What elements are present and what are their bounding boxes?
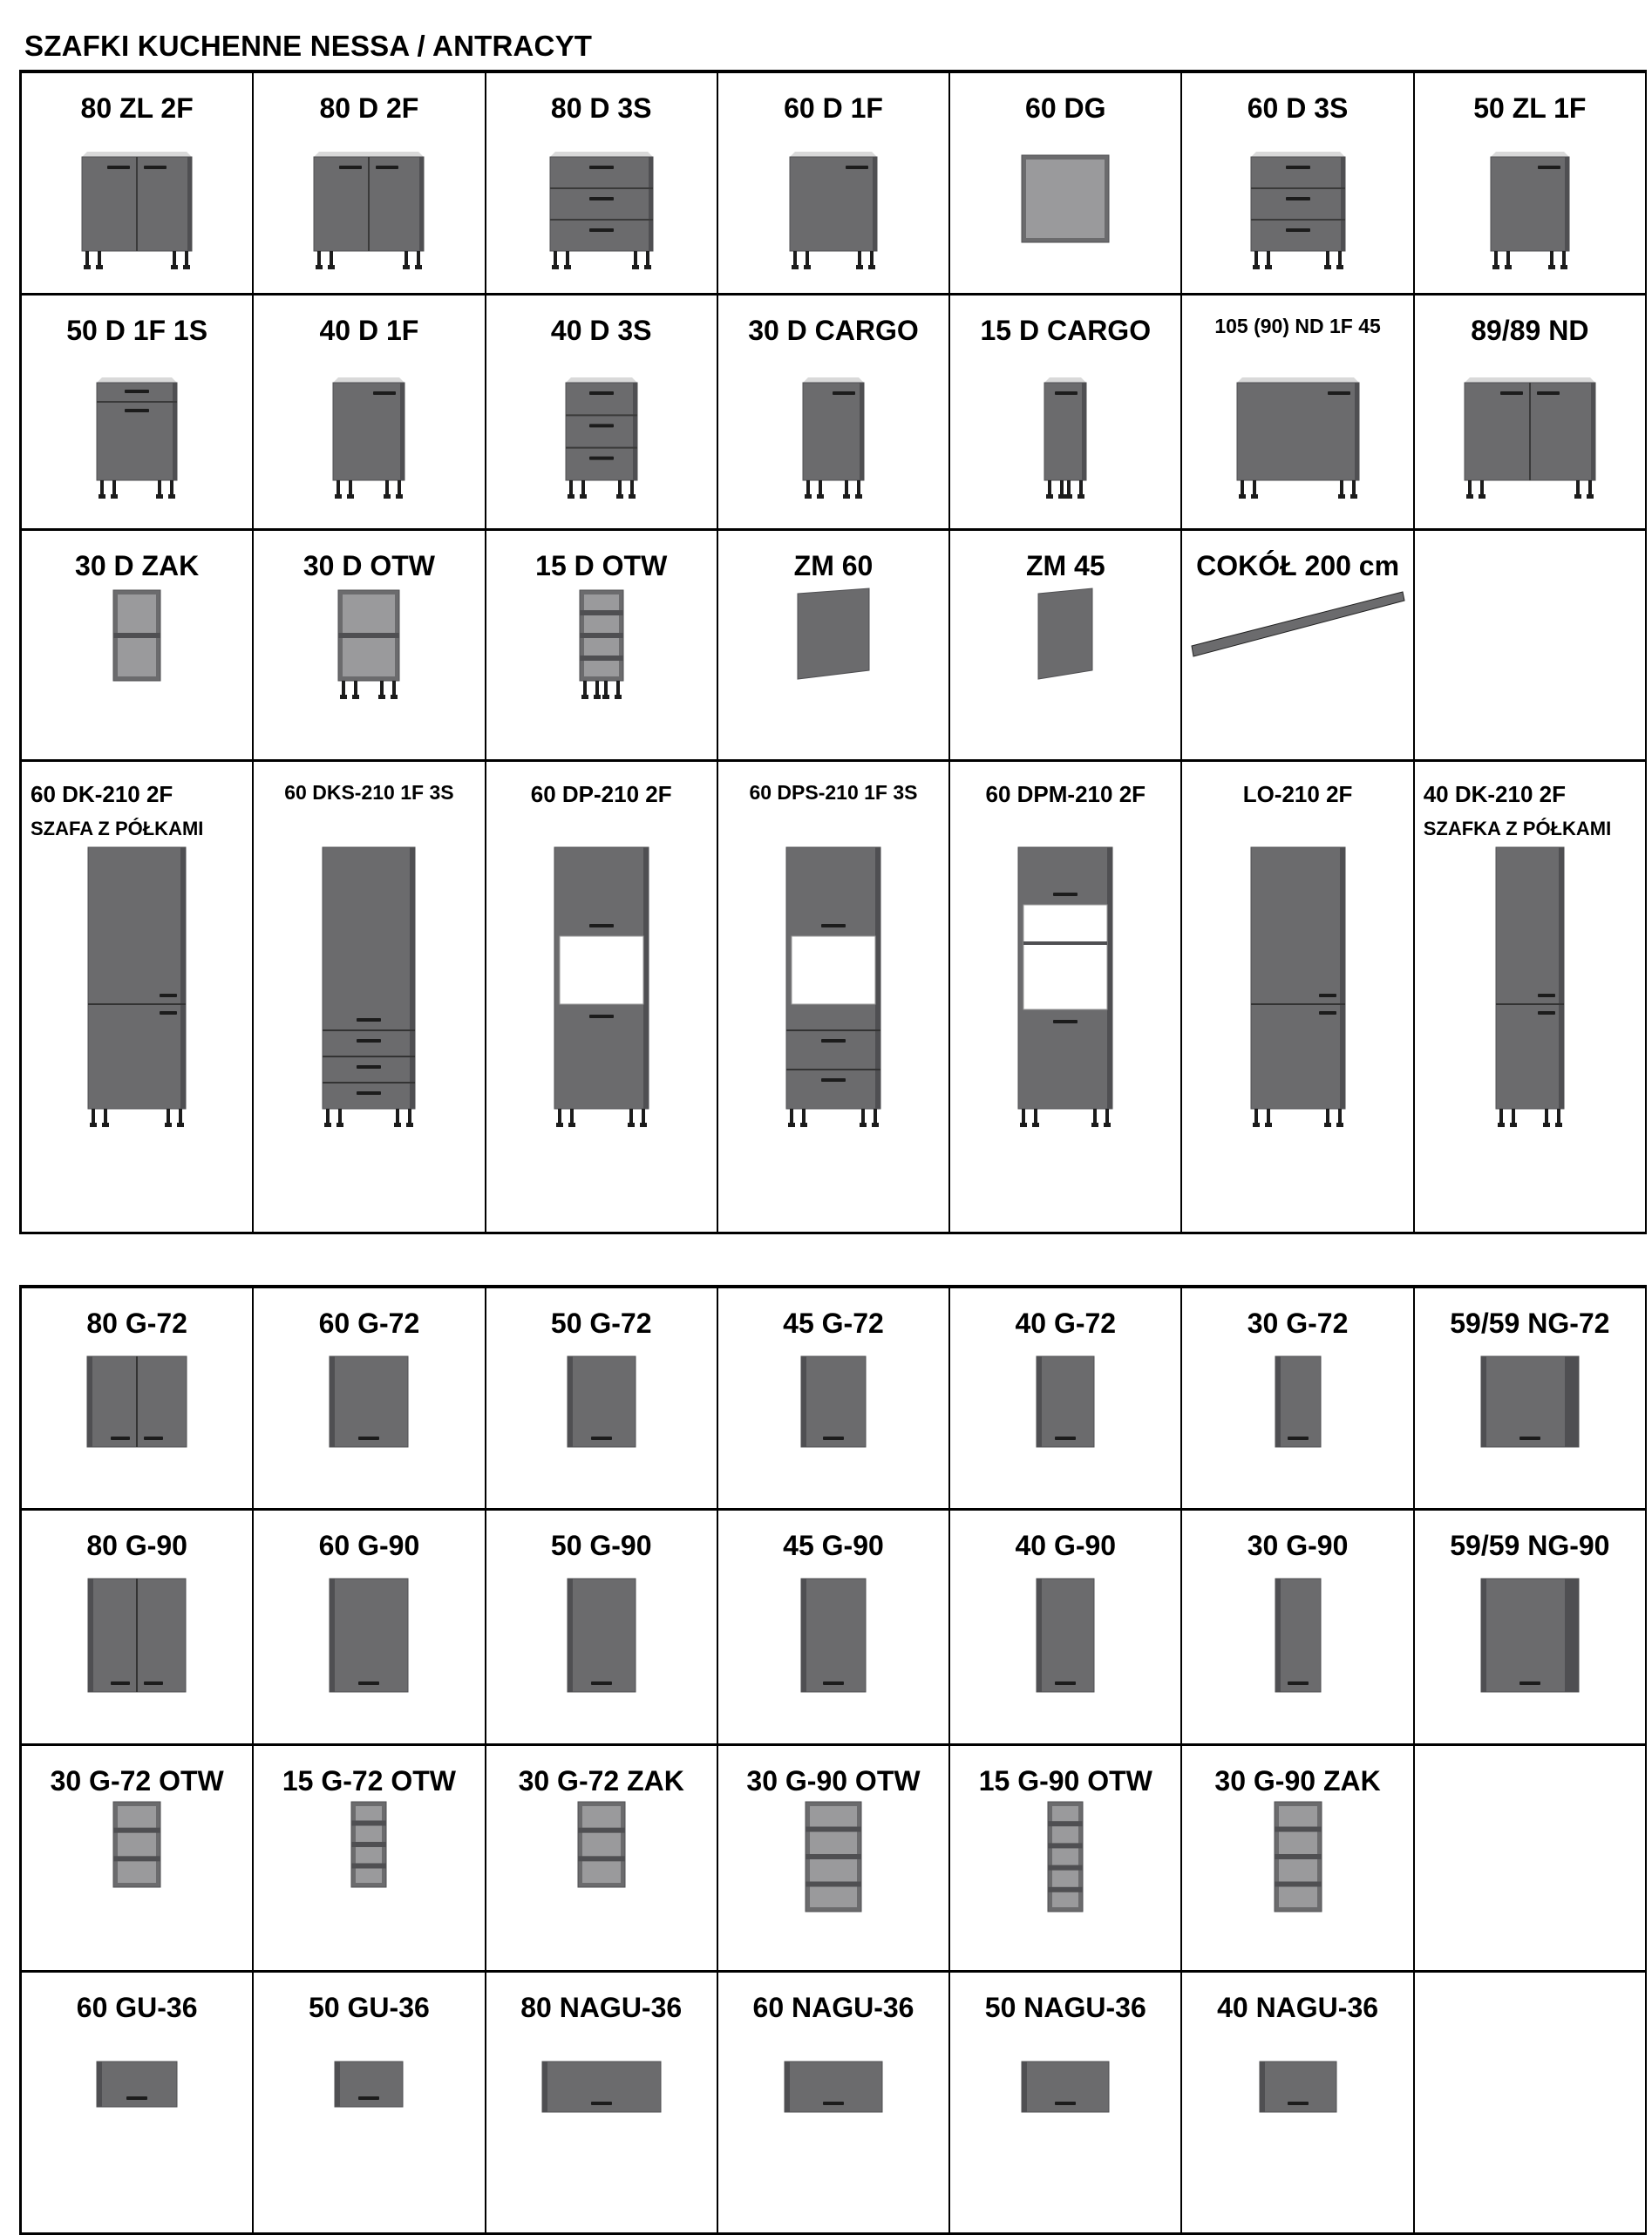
- cabinet-image: [1482, 150, 1578, 283]
- cabinet-label: 15 G-90 OTW: [978, 1765, 1152, 1797]
- cabinet-cell: [1415, 1746, 1647, 1973]
- cabinet-cell: [1415, 531, 1647, 762]
- cabinet-label: 40 NAGU-36: [1217, 1992, 1379, 2023]
- cabinet-image: [1242, 842, 1354, 1134]
- cabinet-label: 60 D 3S: [1247, 92, 1349, 124]
- cabinet-label: 60 DPS-210 1F 3S: [749, 781, 918, 804]
- cabinet-image: [305, 150, 432, 283]
- cabinet-image: [1039, 1797, 1091, 1946]
- cabinet-label: 50 NAGU-36: [984, 1992, 1146, 2023]
- cabinet-image: [88, 376, 186, 513]
- cabinet-cell: [1182, 73, 1414, 296]
- cabinet-image: [1030, 585, 1101, 692]
- cabinet-image: [1266, 1797, 1330, 1946]
- cabinet-cell: [22, 1511, 254, 1746]
- cabinet-label: ZM 45: [1025, 550, 1105, 581]
- cabinet-image: [559, 1573, 644, 1705]
- cabinet-label: 60 DK-210 2F: [31, 781, 173, 807]
- cabinet-label: 60 GU-36: [76, 1992, 198, 2023]
- cabinet-image: [792, 1573, 874, 1705]
- cabinet-cell: [254, 1746, 486, 1973]
- cabinet-cell: [22, 1746, 254, 1973]
- cabinet-image: [1013, 2056, 1118, 2125]
- cabinet-label: ZM 60: [793, 550, 874, 581]
- cabinet-cell: [254, 1973, 486, 2235]
- cabinet-label: 59/59 NG-72: [1450, 1308, 1610, 1339]
- cabinet-label: 60 G-90: [318, 1530, 420, 1561]
- wall-cabinets-table: [19, 1285, 1647, 2235]
- cabinet-cell: [1182, 762, 1414, 1234]
- base-cabinets-table: [19, 70, 1647, 1234]
- cabinet-image: [776, 2056, 891, 2125]
- cabinet-cell: [1415, 1973, 1647, 2235]
- cabinet-label: 40 DK-210 2F: [1423, 781, 1567, 807]
- cabinet-image: [541, 150, 662, 283]
- cabinet-image: [343, 1797, 395, 1921]
- cabinet-cell: [1415, 762, 1647, 1234]
- cabinet-image: [781, 150, 886, 283]
- cabinet-label: 59/59 NG-90: [1450, 1530, 1610, 1561]
- cabinet-image: [557, 376, 646, 513]
- cabinet-image: [797, 1797, 870, 1946]
- cabinet-label: 89/89 ND: [1471, 315, 1589, 346]
- cabinet-sublabel: SZAFA Z PÓŁKAMI: [31, 818, 204, 839]
- cabinet-label: 80 G-90: [86, 1530, 187, 1561]
- cabinet-image: [1456, 376, 1604, 513]
- cabinet-image: [1036, 376, 1095, 513]
- cabinet-cell: [950, 1973, 1182, 2235]
- cabinet-cell: [22, 531, 254, 762]
- cabinet-image: [78, 1351, 195, 1460]
- cabinet-label: 50 G-72: [550, 1308, 652, 1339]
- cabinet-label: 60 DP-210 2F: [530, 781, 672, 807]
- cabinet-label: 30 G-90: [1247, 1530, 1349, 1561]
- cabinet-cell: [254, 1288, 486, 1511]
- cabinet-sublabel: SZAFKA Z PÓŁKAMI: [1423, 818, 1612, 839]
- cabinet-image: [105, 585, 169, 715]
- cabinet-cell: [1182, 1746, 1414, 1973]
- cabinet-cell: [1182, 1288, 1414, 1511]
- cabinet-image: [88, 2056, 186, 2120]
- cabinet-cell: [486, 762, 718, 1234]
- cabinet-cell: [950, 1288, 1182, 1511]
- cabinet-label: 45 G-90: [783, 1530, 884, 1561]
- cabinet-label: 30 G-90 ZAK: [1214, 1765, 1381, 1797]
- cabinet-image: [559, 1351, 644, 1460]
- cabinet-cell: [22, 73, 254, 296]
- cabinet-cell: [718, 762, 950, 1234]
- cabinet-cell: [718, 1746, 950, 1973]
- cabinet-image: [792, 1351, 874, 1460]
- cabinet-cell: [1182, 296, 1414, 531]
- cabinet-cell: [718, 1973, 950, 2235]
- cabinet-cell: [1415, 73, 1647, 296]
- cabinet-cell: [718, 531, 950, 762]
- cabinet-image: [1010, 842, 1121, 1134]
- cabinet-image: [326, 2056, 411, 2120]
- cabinet-image: [321, 1573, 417, 1705]
- cabinet-label: 40 G-90: [1015, 1530, 1117, 1561]
- cabinet-cell: [254, 73, 486, 296]
- cabinet-image: [1267, 1351, 1329, 1460]
- cabinet-label: 105 (90) ND 1F 45: [1214, 315, 1381, 337]
- cabinet-cell: [950, 296, 1182, 531]
- cabinet-label: 45 G-72: [783, 1308, 884, 1339]
- cabinet-image: [1472, 1573, 1587, 1705]
- cabinet-label: COKÓŁ 200 cm: [1196, 550, 1400, 581]
- cabinet-cell: [950, 1511, 1182, 1746]
- cabinet-label: 30 G-72: [1247, 1308, 1349, 1339]
- cabinet-label: 30 G-72 OTW: [50, 1765, 224, 1797]
- cabinet-label: 30 G-90 OTW: [746, 1765, 921, 1797]
- cabinet-cell: [950, 762, 1182, 1234]
- cabinet-cell: [950, 73, 1182, 296]
- cabinet-label: 80 G-72: [86, 1308, 187, 1339]
- cabinet-label: 80 D 2F: [319, 92, 419, 124]
- cabinet-label: 15 G-72 OTW: [282, 1765, 456, 1797]
- cabinet-cell: [950, 531, 1182, 762]
- cabinet-cell: [254, 296, 486, 531]
- cabinet-cell: [486, 296, 718, 531]
- cabinet-label: 50 D 1F 1S: [66, 315, 208, 346]
- cabinet-image: [1267, 1573, 1329, 1705]
- cabinet-cell: [486, 73, 718, 296]
- cabinet-label: 60 DKS-210 1F 3S: [284, 781, 454, 804]
- cabinet-cell: [254, 762, 486, 1234]
- cabinet-label: 30 D ZAK: [75, 550, 200, 581]
- cabinet-image: [569, 1797, 634, 1921]
- cabinet-image: [1251, 2056, 1345, 2125]
- cabinet-label: 30 G-72 ZAK: [518, 1765, 684, 1797]
- cabinet-image: [105, 1797, 169, 1921]
- cabinet-image: [1242, 150, 1354, 283]
- cabinet-cell: [1415, 296, 1647, 531]
- cabinet-cell: [718, 73, 950, 296]
- cabinet-cell: [254, 531, 486, 762]
- cabinet-cell: [718, 1511, 950, 1746]
- page-title: SZAFKI KUCHENNE NESSA / ANTRACYT: [24, 30, 593, 62]
- cabinet-label: 15 D OTW: [535, 550, 668, 581]
- cabinet-image: [1472, 1351, 1587, 1460]
- cabinet-image: [571, 585, 632, 715]
- cabinet-cell: [1182, 1973, 1414, 2235]
- cabinet-label: 50 G-90: [550, 1530, 652, 1561]
- cabinet-cell: [1182, 531, 1414, 762]
- cabinet-label: 50 ZL 1F: [1473, 92, 1587, 124]
- cabinet-label: 80 D 3S: [550, 92, 652, 124]
- cabinet-cell: [486, 1973, 718, 2235]
- cabinet-cell: [22, 1288, 254, 1511]
- cabinet-cell: [1415, 1288, 1647, 1511]
- cabinet-label: 30 D CARGO: [748, 315, 919, 346]
- cabinet-cell: [950, 1746, 1182, 1973]
- cabinet-image: [1028, 1573, 1103, 1705]
- cabinet-image: [534, 2056, 670, 2125]
- cabinet-cell: [22, 296, 254, 531]
- cabinet-image: [314, 842, 424, 1134]
- cabinet-label: 30 D OTW: [303, 550, 435, 581]
- cabinet-label: 40 D 1F: [319, 315, 419, 346]
- cabinet-image: [321, 1351, 417, 1460]
- cabinet-label: 60 G-72: [318, 1308, 420, 1339]
- cabinet-image: [1487, 842, 1573, 1134]
- cabinet-cell: [254, 1511, 486, 1746]
- cabinet-cell: [1415, 1511, 1647, 1746]
- cabinet-image: [324, 376, 413, 513]
- cabinet-cell: [1182, 1511, 1414, 1746]
- cabinet-label: 80 ZL 2F: [80, 92, 194, 124]
- cabinet-image: [79, 842, 194, 1134]
- cabinet-image: [73, 150, 201, 283]
- cabinet-cell: [486, 1511, 718, 1746]
- cabinet-label: 60 DG: [1025, 92, 1106, 124]
- cabinet-image: [1028, 1351, 1103, 1460]
- cabinet-label: 60 NAGU-36: [752, 1992, 914, 2023]
- cabinet-cell: [718, 1288, 950, 1511]
- cabinet-label: 60 D 1F: [784, 92, 883, 124]
- cabinet-label: 50 GU-36: [309, 1992, 430, 2023]
- cabinet-label: 40 D 3S: [550, 315, 652, 346]
- cabinet-image: [79, 1573, 194, 1705]
- cabinet-label: 80 NAGU-36: [520, 1992, 683, 2023]
- cabinet-label: 15 D CARGO: [980, 315, 1152, 346]
- cabinet-label: 60 DPM-210 2F: [985, 781, 1146, 807]
- cabinet-image: [789, 585, 878, 692]
- cabinet-image: [546, 842, 657, 1134]
- cabinet-cell: [718, 296, 950, 531]
- cabinet-cell: [486, 1288, 718, 1511]
- cabinet-image: [1185, 585, 1411, 668]
- cabinet-image: [1228, 376, 1368, 513]
- cabinet-label: 40 G-72: [1015, 1308, 1117, 1339]
- cabinet-cell: [22, 1973, 254, 2235]
- cabinet-cell: [486, 531, 718, 762]
- cabinet-image: [330, 585, 408, 715]
- cabinet-cell: [22, 762, 254, 1234]
- cabinet-image: [1013, 150, 1118, 276]
- cabinet-label: LO-210 2F: [1242, 781, 1353, 807]
- cabinet-image: [794, 376, 873, 513]
- cabinet-image: [778, 842, 889, 1134]
- cabinet-cell: [486, 1746, 718, 1973]
